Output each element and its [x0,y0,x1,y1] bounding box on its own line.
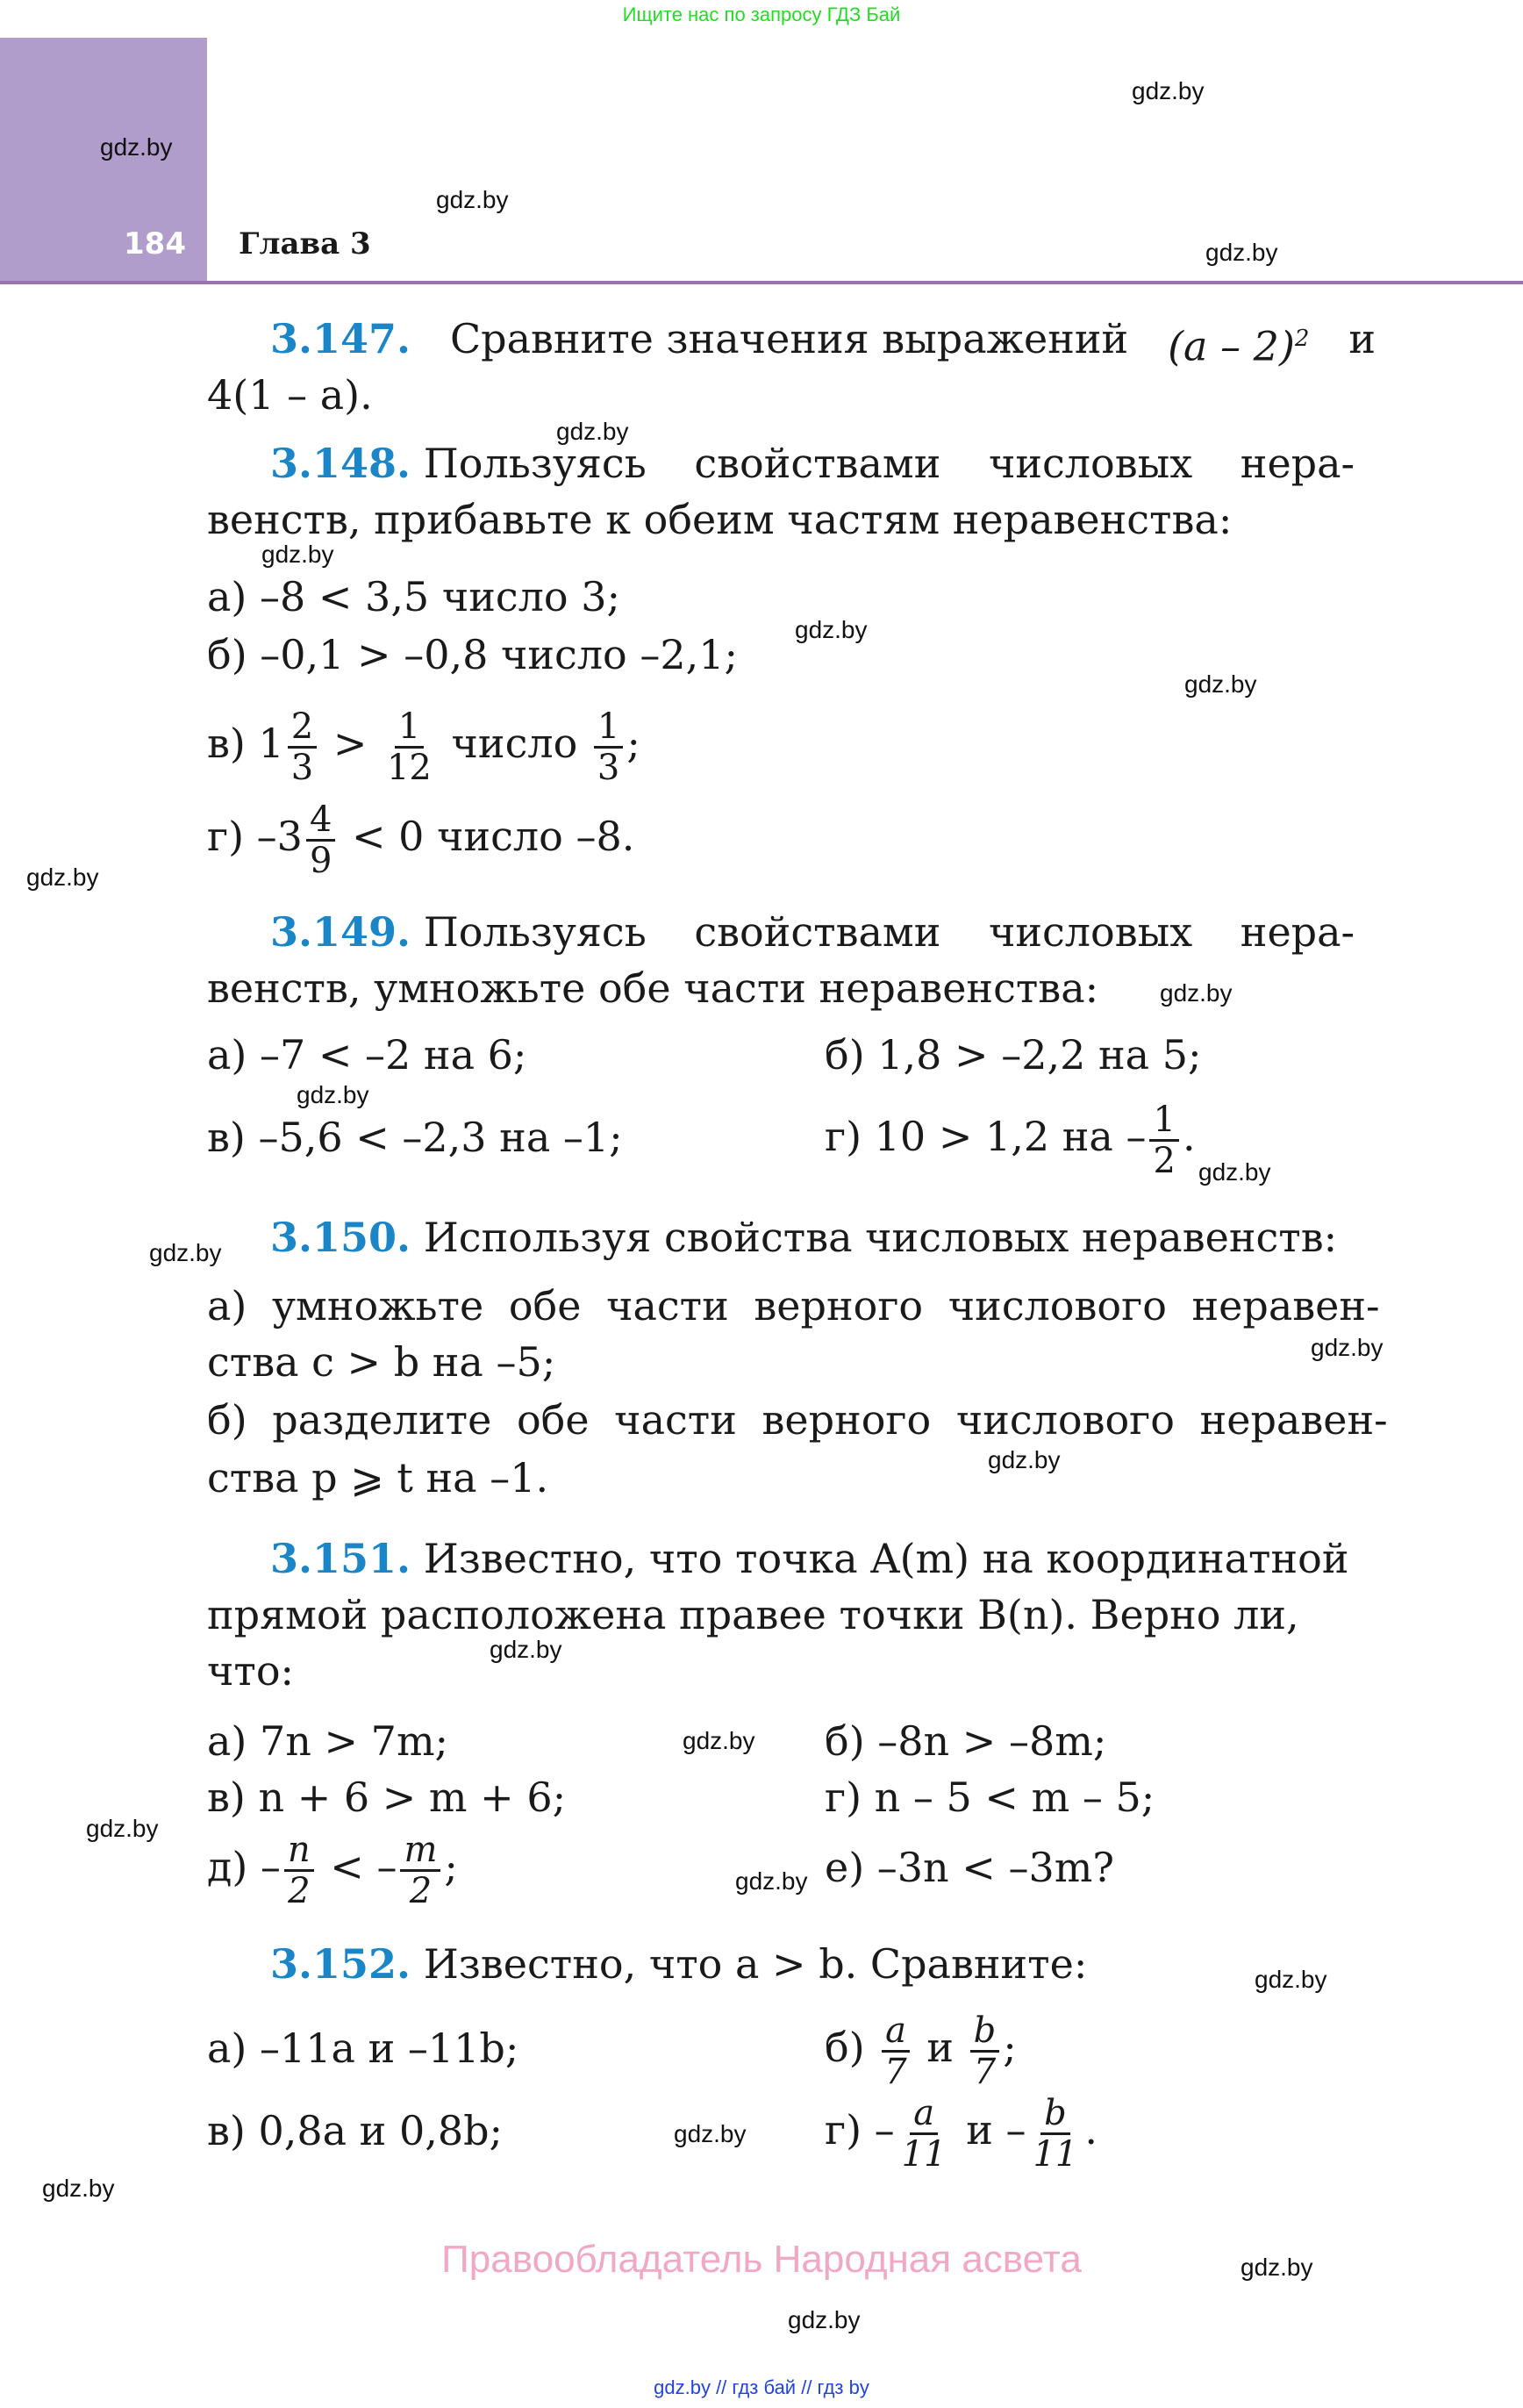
exercise-3-150-b1: б) разделите обе части верного числового неравен- [207,1396,1388,1444]
search-banner: Ищите нас по запросу ГДЗ Бай [622,4,901,25]
exercise-3-151-f: е) –3n < –3m? [825,1844,1115,1891]
exercise-3-148-c: в) 1 $\frac{2}{3}$ > $\frac{1}{12}$ число $\frac{1}{3}$ ; [207,706,640,788]
exercise-3-148-d: г) –3 $\frac{4}{9}$ < 0 число –8. [207,799,635,881]
watermark: gdz.by [788,2306,861,2333]
exercise-3-148-line2: венств, прибавьте к обеим частям неравенства: [207,496,1233,543]
watermark: gdz.by [988,1446,1061,1473]
header-rule [0,281,1523,284]
watermark: gdz.by [735,1867,808,1895]
exercise-3-149-line1: 3.149. Пользуясь свойствами числовых нера- [270,908,1355,956]
watermark: gdz.by [26,864,99,891]
exercise-3-150-line1: 3.150. Используя свойства числовых неравенств: [270,1214,1338,1261]
exercise-3-150-b2: ства p ⩾ t на –1. [207,1454,549,1501]
exercise-3-149-c: в) –5,6 < –2,3 на –1; [207,1114,623,1161]
watermark: gdz.by [556,418,629,445]
exercise-3-150-a2: ства c > b на –5; [207,1338,556,1386]
exercise-3-152-line1: 3.152. Известно, что a > b. Сравните: [270,1940,1088,1988]
exercise-3-149-b: б) 1,8 > –2,2 на 5; [825,1031,1202,1079]
exercise-3-151-line1: 3.151. Известно, что точка A(m) на координатной [270,1535,1349,1582]
page-number: 184 [124,226,186,262]
watermark: gdz.by [795,616,868,643]
watermark: gdz.by [674,2120,747,2147]
watermark: gdz.by [1160,979,1233,1007]
watermark: gdz.by [261,541,334,568]
watermark: gdz.by [149,1239,222,1266]
exercise-3-151-a: а) 7n > 7m; [207,1717,449,1765]
exercise-3-148-a: а) –8 < 3,5 число 3; [207,573,620,620]
exercise-number: 3.150. [270,1214,411,1261]
exercise-3-152-a: а) –11a и –11b; [207,2025,519,2072]
exercise-3-149-a: а) –7 < –2 на 6; [207,1031,527,1079]
watermark: gdz.by [1255,1966,1327,1993]
watermark: gdz.by [1241,2254,1313,2281]
exercise-number: 3.148. [270,440,411,487]
exercise-number: 3.147. [270,315,411,362]
exercise-3-152-d: г) – $\frac{a}{11}$ и – $\frac{b}{11}$ . [825,2092,1098,2175]
exercise-3-149-line2: венств, умножьте обе части неравенства: [207,964,1099,1012]
watermark: gdz.by [1132,77,1205,104]
exercise-3-151-c: в) n + 6 > m + 6; [207,1774,567,1821]
exercise-3-152-b: б) $\frac{a}{7}$ и $\frac{b}{7}$ ; [825,2010,1017,2092]
exercise-3-151-d: г) n – 5 < m – 5; [825,1774,1155,1821]
watermark: gdz.by [1198,1158,1271,1186]
watermark: gdz.by [1311,1334,1384,1361]
exercise-3-150-a1: а) умножьте обе части верного числового неравен- [207,1282,1380,1329]
exercise-number: 3.149. [270,908,411,956]
watermark: gdz.by [1205,239,1278,266]
watermark: gdz.by [683,1727,755,1754]
exercise-3-151-e: д) – $\frac{n}{2}$ < – $\frac{m}{2}$ ; [207,1829,458,1911]
exercise-3-151-line3: что: [207,1647,295,1695]
watermark: gdz.by [42,2175,115,2202]
exercise-3-149-d: г) 10 > 1,2 на – $\frac{1}{2}$ . [825,1099,1196,1181]
exercise-3-148-b: б) –0,1 > –0,8 число –2,1; [207,631,739,678]
exercise-3-151-b: б) –8n > –8m; [825,1717,1107,1765]
exercise-number: 3.151. [270,1535,411,1582]
exercise-3-147-line1: 3.147. Сравните значения выражений (a – 2)$^2$ и [270,315,1376,370]
exercise-3-151-line2: прямой расположена правее точки B(n). Верно ли, [207,1591,1299,1638]
watermark: gdz.by [100,133,173,161]
watermark: gdz.by [1184,670,1257,698]
exercise-3-148-line1: 3.148. Пользуясь свойствами числовых нера- [270,440,1355,487]
copyright-notice: Правообладатель Народная асвета [441,2238,1082,2281]
watermark: gdz.by [297,1081,369,1108]
exercise-3-152-c: в) 0,8a и 0,8b; [207,2107,504,2154]
exercise-3-147-line2: 4(1 – a). [207,371,373,419]
footer-links[interactable]: gdz.by // гдз бай // гдз by [654,2376,869,2398]
exercise-number: 3.152. [270,1940,411,1988]
watermark: gdz.by [436,186,509,213]
watermark: gdz.by [86,1815,159,1842]
watermark: gdz.by [490,1636,562,1663]
chapter-title: Глава 3 [239,226,371,262]
